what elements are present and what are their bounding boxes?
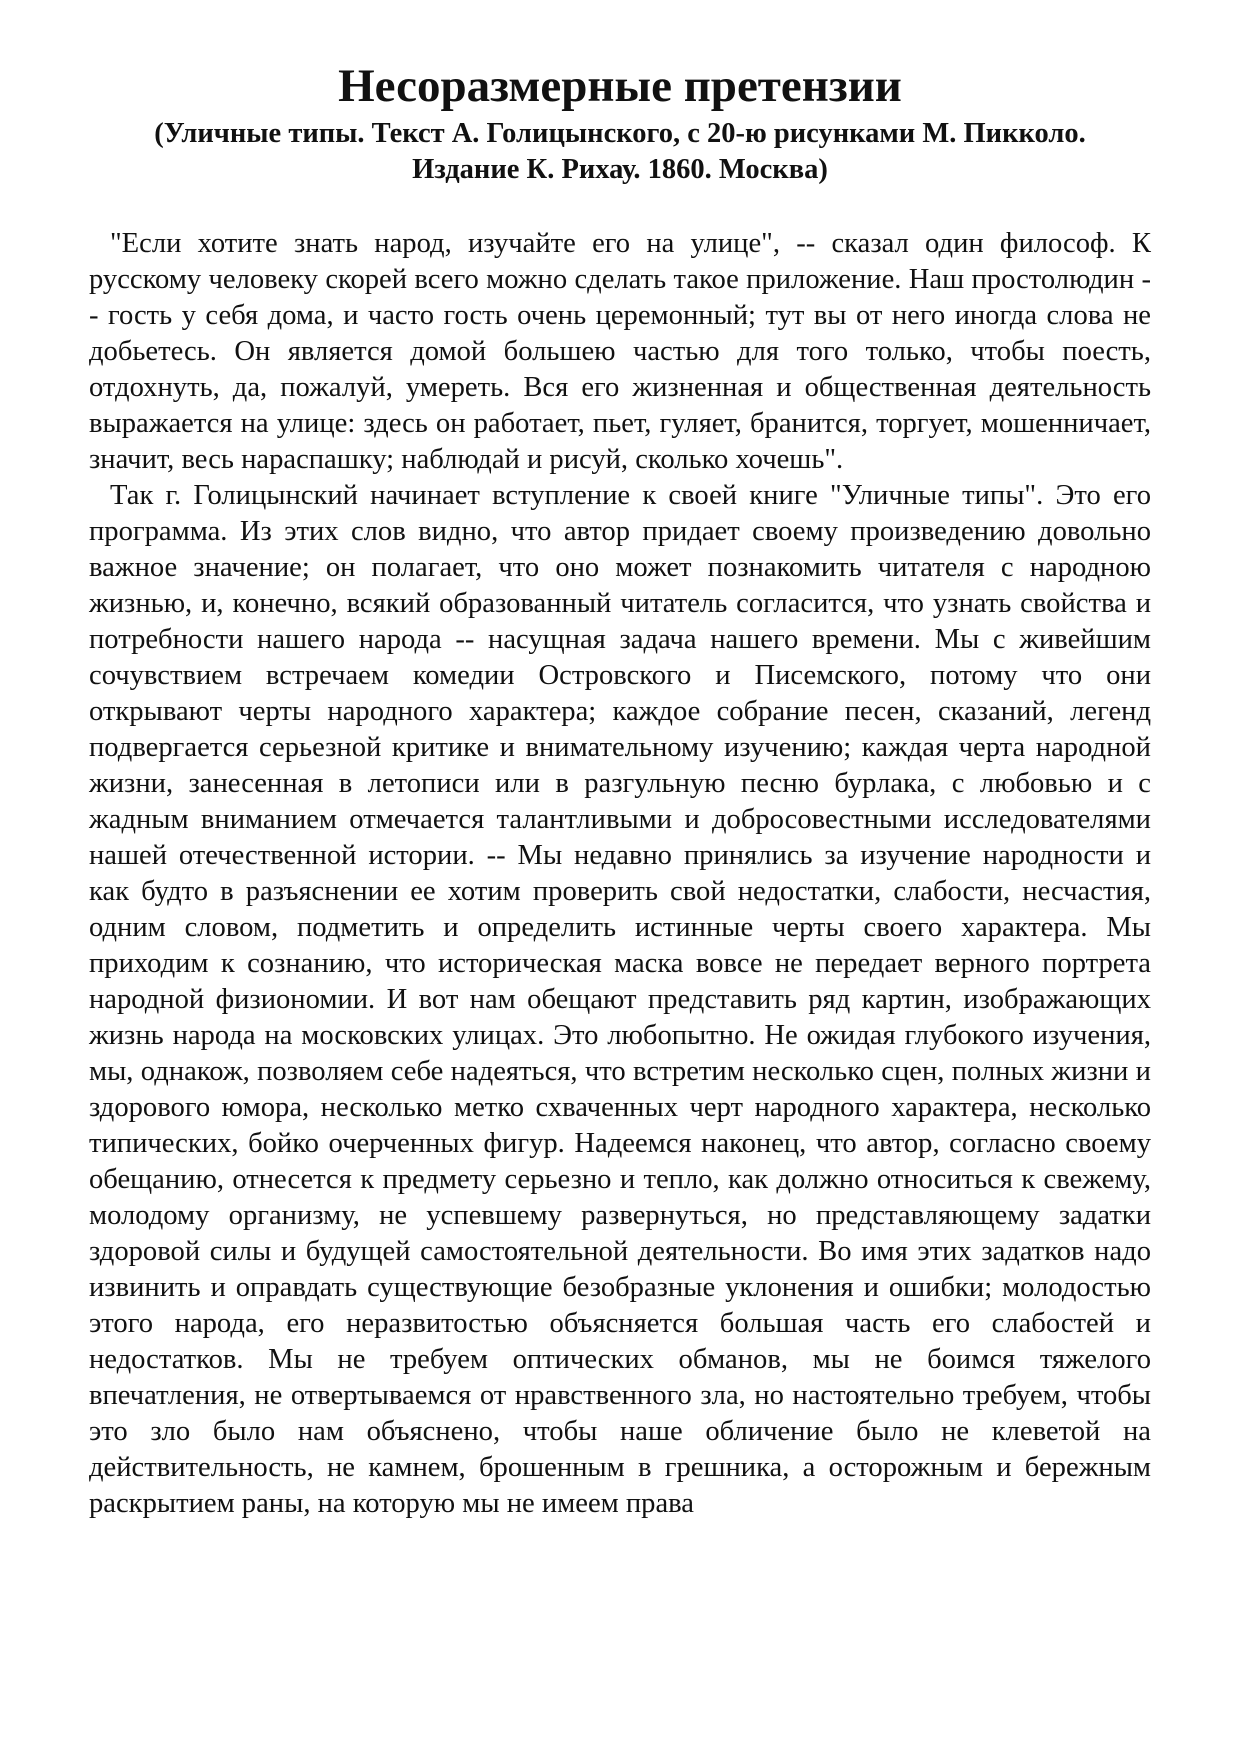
- document-page: [89, 58, 1151, 1522]
- document-body: [89, 226, 1151, 1522]
- document-title: Несоразмерные претензии: [338, 60, 902, 112]
- subtitle-line-2: Издание К. Рихау. 1860. Москва): [412, 154, 828, 185]
- subtitle-line-1: (Уличные типы. Текст А. Голицынского, с 20-ю рисунками М. Пикколо.: [154, 118, 1086, 149]
- paragraph-2: Так г. Голицынский начинает вступление к своей книге "Уличные типы". Это его программа. Из этих слов видно, что автор придает своему произведению довольно важное значение; он полагает, что оно может познакомить читателя с народною жизнью, и, конечно, всякий образованный читатель согласится, что узнать свойства и потребности нашего народа -- насущная задача нашего времени. Мы с живейшим сочувствием встречаем комедии Островского и Писемского, потому что они открывают черты народного характера; каждое собрание песен, сказаний, легенд подвергается серьезной критике и внимательному изучению; каждая черта народной жизни, занесенная в летописи или в разгульную песню бурлака, с любовью и с жадным вниманием отмечается талантливыми и добросовестными исследователями нашей отечественной истории. -- Мы недавно принялись за изучение народности и как будто в разъяснении ее хотим проверить свой недостатки, слабости, несчастия, одним словом, подметить и определить истинные черты своего характера. Мы приходим к сознанию, что историческая маска вовсе не передает верного портрета народной физиономии. И вот нам обещают представить ряд картин, изображающих жизнь народа на московских улицах. Это любопытно. Не ожидая глубокого изучения, мы, однакож, позволяем себе надеяться, что встретим несколько сцен, полных жизни и здорового юмора, несколько метко схваченных черт народного характера, несколько типических, бойко очерченных фигур. Надеемся наконец, что автор, согласно своему обещанию, отнесется к предмету серьезно и тепло, как должно относиться к свежему, молодому организму, не успевшему развернуться, но представляющему задатки здоровой силы и будущей самостоятельной деятельности. Во имя этих задатков надо извинить и оправдать существующие безобразные уклонения и ошибки; молодостью этого народа, его неразвитостью объясняется большая часть его слабостей и недостатков. Мы не требуем оптических обманов, мы не боимся тяжелого впечатления, не отвертываемся от нравственного зла, но настоятельно требуем, чтобы это зло было нам объяснено, чтобы наше обличение было не клеветой на действительность, не камнем, брошенным в грешника, а осторожным и бережным раскрытием раны, на которую мы не имеем права: [89, 480, 1151, 1519]
- document-subtitle: [89, 116, 1151, 188]
- paragraph-1: "Если хотите знать народ, изучайте его на улице", -- сказал один философ. К русскому человеку скорей всего можно сделать такое приложение. Наш простолюдин -- гость у себя дома, и часто гость очень церемонный; тут вы от него иногда слова не добьетесь. Он является домой большею частью для того только, чтобы поесть, отдохнуть, да, пожалуй, умереть. Вся его жизненная и общественная деятельность выражается на улице: здесь он работает, пьет, гуляет, бранится, торгует, мошенничает, значит, весь нараспашку; наблюдай и рисуй, сколько хочешь".: [89, 228, 1151, 475]
